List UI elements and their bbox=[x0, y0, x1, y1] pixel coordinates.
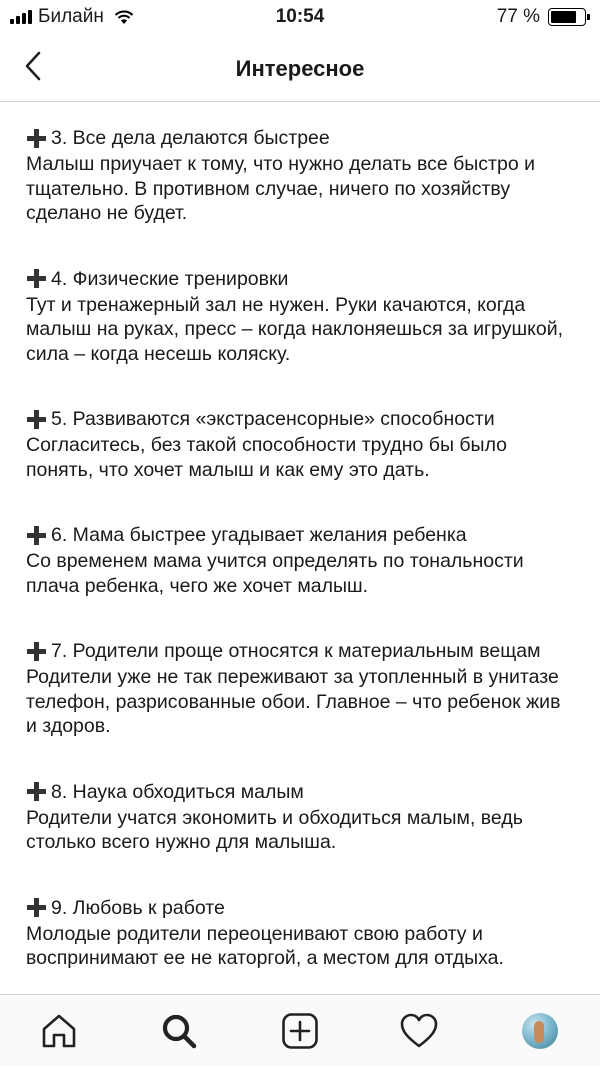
item-body: Родители учатся экономить и обходиться малым, ведь столько всего нужно для малыша. bbox=[26, 806, 523, 853]
item-heading bbox=[26, 126, 576, 150]
item-heading bbox=[26, 267, 576, 291]
page-title: Интересное bbox=[235, 56, 365, 81]
plus-icon bbox=[26, 407, 48, 431]
plus-icon bbox=[26, 126, 48, 150]
post-text bbox=[0, 102, 600, 994]
item-body: Молодые родители переоценивают свою работу и воспринимают ее не каторгой, а местом для отдыха. bbox=[26, 922, 504, 969]
status-bar bbox=[0, 0, 600, 36]
item-body: Родители уже не так переживают за утопленный в унитазе телефон, разрисованные обои. Главное – что ребенок жив и здоров. bbox=[26, 666, 561, 737]
item-body: Согласитесь, без такой способности трудно бы было понять, что хочет малыш и как ему это дать. bbox=[26, 434, 508, 481]
bottom-nav bbox=[0, 994, 600, 1066]
item-heading bbox=[26, 780, 576, 804]
nav-new-post-button[interactable] bbox=[280, 1011, 320, 1051]
item-body: Со временем мама учится определять по тональности плача ребенка, чего же хочет малыш. bbox=[26, 550, 524, 597]
item-title: 9. Любовь к работе bbox=[51, 896, 225, 919]
battery-percent: 77 % bbox=[496, 6, 540, 27]
item-heading bbox=[26, 523, 576, 547]
carrier-name: Билайн bbox=[38, 6, 104, 27]
header bbox=[0, 36, 600, 102]
item-heading bbox=[26, 407, 576, 431]
nav-search-button[interactable] bbox=[159, 1011, 199, 1051]
activity-heart-icon bbox=[399, 1012, 439, 1050]
list-item bbox=[26, 267, 576, 367]
nav-activity-button[interactable] bbox=[399, 1011, 439, 1051]
item-heading bbox=[26, 639, 576, 663]
plus-icon bbox=[26, 267, 48, 291]
status-time: 10:54 bbox=[275, 6, 325, 27]
list-item bbox=[26, 407, 576, 482]
list-item bbox=[26, 780, 576, 855]
search-icon bbox=[160, 1012, 198, 1050]
plus-icon bbox=[26, 780, 48, 804]
item-heading bbox=[26, 896, 576, 920]
item-title: 6. Мама быстрее угадывает желания ребенка bbox=[51, 524, 467, 546]
item-title: 8. Наука обходиться малым bbox=[51, 780, 304, 803]
list-item bbox=[26, 126, 576, 226]
nav-home-button[interactable] bbox=[39, 1011, 79, 1051]
battery-icon bbox=[548, 8, 586, 26]
plus-icon bbox=[26, 639, 48, 663]
plus-icon bbox=[26, 523, 48, 547]
item-title: 4. Физические тренировки bbox=[51, 267, 289, 290]
nav-profile-button[interactable] bbox=[520, 1011, 560, 1051]
list-item bbox=[26, 523, 576, 598]
avatar bbox=[522, 1013, 558, 1049]
list-item bbox=[26, 639, 576, 739]
item-body: Тут и тренажерный зал не нужен. Руки качаются, когда малыш на руках, пресс – когда наклоняешься за игрушкой, сила – когда несешь коляску. bbox=[26, 293, 564, 365]
item-body: Малыш приучает к тому, что нужно делать все быстро и тщательно. В противном случае, ничего по хозяйству сделано не будет. bbox=[26, 153, 535, 224]
battery-fill bbox=[551, 11, 576, 23]
item-title: 7. Родители проще относятся к материальным вещам bbox=[51, 640, 541, 662]
item-title: 5. Развиваются «экстрасенсорные» способности bbox=[51, 408, 495, 430]
item-title: 3. Все дела делаются быстрее bbox=[51, 127, 330, 149]
status-right bbox=[497, 6, 586, 28]
plus-icon bbox=[26, 896, 48, 920]
list-item bbox=[26, 896, 576, 971]
home-icon bbox=[40, 1012, 78, 1050]
new-post-icon bbox=[281, 1012, 319, 1050]
